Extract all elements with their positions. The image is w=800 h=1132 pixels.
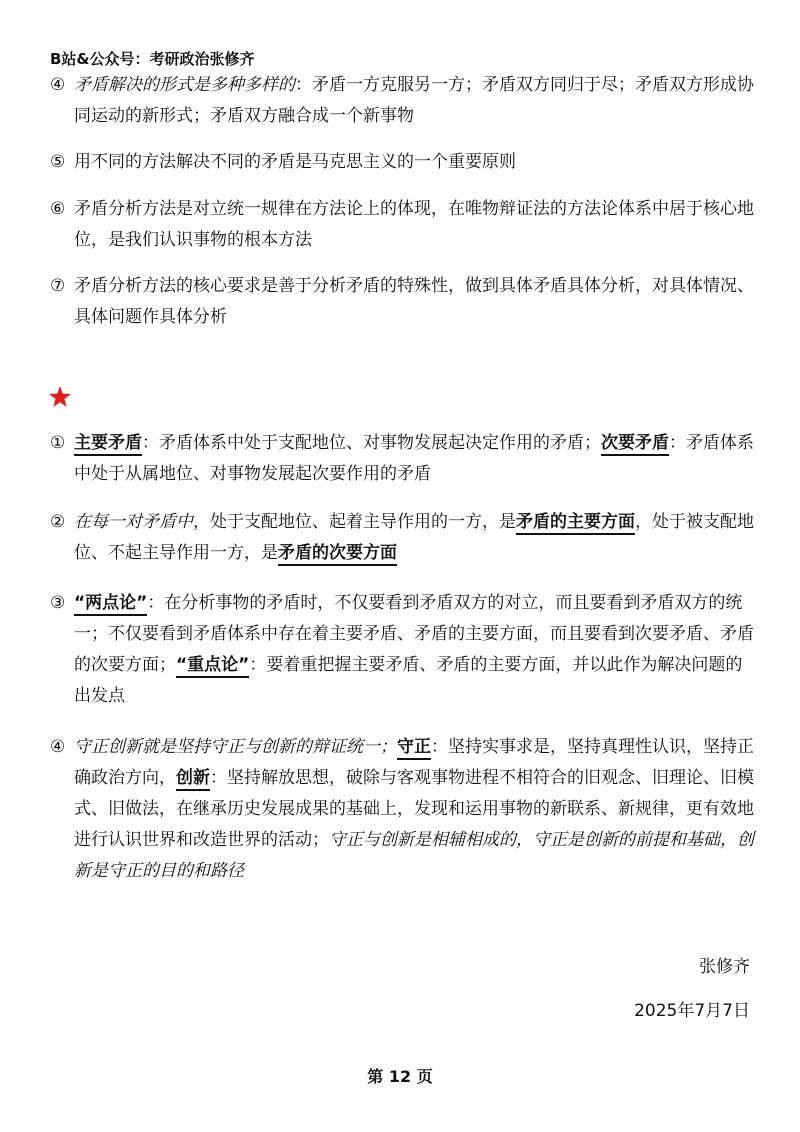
item-number: ⑥ [50,199,66,219]
signature-date: 2025年7月7日 [634,1001,750,1021]
page-header: B站&公众号：考研政治张修齐 [50,50,255,68]
keyword: 创新 [176,768,210,791]
item-number: ① [50,433,66,453]
item-serif-text: 守正与创新是相辅相成的，守正是创新的前提和基础，创新是守正的目的和路径 [74,830,754,881]
list-item [50,70,755,132]
item-text [74,588,755,712]
item-number: ⑦ [50,276,66,296]
item-plain-text: ：坚持解放思想，破除与客观事物进程不相符合的旧观念、旧理论、旧模式、旧做法，在继承历史发展成果的基础上，发现和运用事物的新联系、新规律，更有效地进行认识世界和改造世界的活动； [74,768,754,850]
keyword: 主要矛盾 [74,433,142,456]
item-text [74,507,755,569]
item-text: 用不同的方法解决不同的矛盾是马克思主义的一个重要原则 [74,152,516,172]
list-item [50,507,755,569]
item-number: ⑤ [50,152,66,172]
item-plain-text: ：矛盾体系中处于支配地位、对事物发展起决定作用的矛盾； [142,433,601,453]
item-number: ④ [50,75,66,95]
item-plain-text: ，处于支配地位、起着主导作用的一方，是 [193,512,516,532]
item-plain-text: ：坚持实事求是，坚持真理性认识，坚持正确政治方向， [74,737,754,788]
star-shape [49,386,71,407]
list-item [50,732,755,887]
list-item [50,271,755,333]
item-text [74,428,755,490]
star-icon [48,385,72,409]
keyword: 次要矛盾 [601,433,669,456]
list-item [50,194,755,256]
list-item [50,428,755,490]
item-plain-text: ：要着重把握主要矛盾、矛盾的主要方面，并以此作为解决问题的出发点 [74,655,743,706]
keyword: 矛盾的次要方面 [278,543,397,566]
item-text [74,70,755,132]
item-plain-text: ：矛盾一方克服另一方；矛盾双方同归于尽；矛盾双方形成协同运动的新形式；矛盾双方融合成一个新事物 [74,75,754,126]
item-plain-text: ，处于被支配地位、不起主导作用一方，是 [74,512,754,563]
page-number: 第 12 页 [367,1067,433,1086]
keyword: “两点论” [74,593,147,616]
item-serif-text: 在每一对矛盾中 [74,512,193,532]
list-item [50,147,755,178]
item-text: 矛盾分析方法的核心要求是善于分析矛盾的特殊性，做到具体矛盾具体分析，对具体情况、具体问题作具体分析 [74,276,754,327]
list-item [50,588,755,712]
item-plain-text: ：在分析事物的矛盾时，不仅要看到矛盾双方的对立，而且要看到矛盾双方的统一；不仅要看到矛盾体系中存在着主要矛盾、矛盾的主要方面，而且要看到次要矛盾、矛盾的次要方面； [74,593,754,675]
item-plain-text: ：矛盾体系中处于从属地位、对事物发展起次要作用的矛盾 [74,433,754,484]
item-serif-text: 矛盾解决的形式是多种多样的 [74,75,295,95]
keyword: “重点论” [176,655,249,678]
item-text: 矛盾分析方法是对立统一规律在方法论上的体现，在唯物辩证法的方法论体系中居于核心地位，是我们认识事物的根本方法 [74,199,754,250]
item-text [74,732,755,887]
signature-name: 张修齐 [699,957,750,977]
item-number: ③ [50,593,66,613]
item-serif-text: 守正创新就是坚持守正与创新的辩证统一； [74,737,397,757]
item-number: ② [50,512,66,532]
keyword: 矛盾的主要方面 [516,512,635,535]
item-number: ④ [50,737,66,757]
keyword: 守正 [397,737,431,760]
